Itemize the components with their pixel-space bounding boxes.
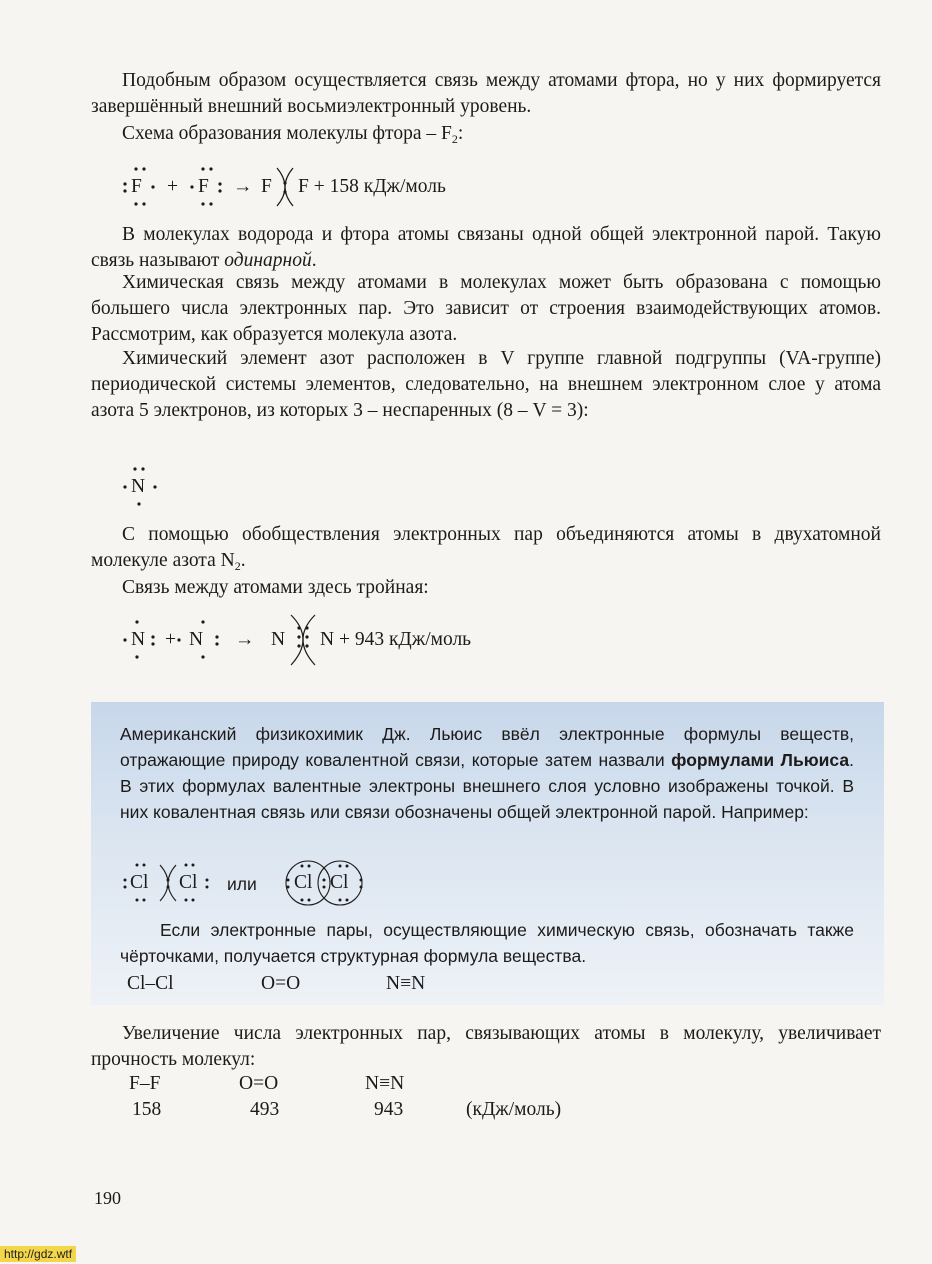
f2-atom-2: F (198, 176, 209, 197)
energy-value-oo: 493 (250, 1099, 280, 1120)
f2-scheme-text: Схема образования молекулы фтора – F (122, 123, 452, 144)
f2-product-tail: F + 158 кДж/моль (298, 176, 446, 197)
paragraph-single-bond (91, 222, 881, 274)
n2-product-tail: N + 943 кДж/моль (320, 629, 472, 650)
paragraph-f2-scheme-title (91, 121, 881, 147)
lewis-description-text: . В этих формулах валентные электроны внешнего слоя условно изображены точкой. В них ковалентная связь или связи обозначены общей электронной парой. Например: (120, 750, 854, 822)
f2-scheme-colon: : (457, 123, 464, 144)
f2-product-atom: F (261, 176, 272, 197)
energy-value-ff: 158 (132, 1099, 162, 1120)
cl2-lewis-formulas (122, 869, 382, 909)
energy-formula-nn: N≡N (365, 1073, 405, 1094)
bond-energy-table (129, 1071, 689, 1127)
cl-atom-1: Cl (130, 872, 149, 893)
energy-formula-oo: O=O (239, 1073, 279, 1094)
lewis-formula-term: формулами Льюиса (671, 750, 850, 770)
n2-plus: + (165, 629, 176, 650)
n-atom-symbol: N (131, 476, 146, 497)
f2-subscript: 2 (451, 132, 458, 146)
paragraph-bond-strength: Увеличение числа электронных пар, связывающих атомы в молекулу, увеличивает прочность молекул: (91, 1023, 881, 1070)
n2-atom-2: N (189, 629, 204, 650)
cl-atom-4: Cl (330, 872, 349, 893)
page-number: 190 (94, 1188, 121, 1208)
paragraph-fluorine-bond: Подобным образом осуществляется связь между атомами фтора, но у них формируется завершённый внешний восьмиэлектронный уровень. (91, 70, 881, 117)
n2-arrow: → (235, 629, 255, 650)
n2-atom-1: N (131, 629, 146, 650)
paragraph-nitrogen-group: Химический элемент азот расположен в V группе главной подгруппы (VA-группе) периодической системы элементов, следовательно, на внешнем электронном слое у атома азота 5 электронов, из которых 3 – неспаренных (8 – V = 3): (91, 348, 881, 421)
energy-value-nn: 943 (374, 1099, 404, 1120)
paragraph-n2-molecule (91, 522, 881, 574)
n2-lewis-equation (119, 625, 539, 669)
source-url-tag[interactable]: http://gdz.wtf (0, 1246, 76, 1262)
paragraph-multiple-pairs: Химическая связь между атомами в молекулах может быть образована с помощью большего числа электронных пар. Это зависит от строения взаимодействующих атомов. Рассмотрим, как образуется молекула азота. (91, 272, 881, 345)
n2-molecule-text: С помощью обобществления электронных пар объединяются атомы в двухатомной молекуле азота N (91, 524, 881, 571)
struct-o2: O=O (261, 973, 301, 994)
n2-subscript: 2 (234, 559, 241, 573)
single-bond-period: . (311, 250, 317, 271)
f2-lewis-equation (119, 172, 539, 212)
single-bond-term: одинарной (224, 250, 312, 271)
lewis-info-paragraph (120, 721, 854, 825)
energy-formula-ff: F–F (129, 1073, 161, 1094)
energy-unit: (кДж/моль) (466, 1099, 562, 1120)
f2-arrow: → (233, 176, 253, 197)
f2-atom-1: F (131, 176, 142, 197)
cl-atom-2: Cl (179, 872, 198, 893)
n2-molecule-period: . (240, 550, 246, 571)
or-word: или (227, 874, 257, 894)
n-lewis-atom (119, 472, 169, 512)
lewis-intro-text: Американский физикохимик Дж. Льюис ввёл электронные формулы веществ, отражающие природу ковалентной связи, которые затем назвали (120, 724, 854, 770)
cl-atom-3: Cl (294, 872, 313, 893)
single-bond-text: В молекулах водорода и фтора атомы связаны одной общей электронной парой. Такую связь называют (91, 224, 881, 271)
n2-product-atom: N (271, 629, 286, 650)
f2-plus: + (167, 176, 178, 197)
struct-cl2: Cl–Cl (127, 973, 174, 994)
paragraph-triple-bond: Связь между атомами здесь тройная: (122, 577, 429, 598)
struct-n2: N≡N (386, 973, 426, 994)
structural-formula-paragraph: Если электронные пары, осуществляющие химическую связь, обозначать также чёрточками, получается структурная формула вещества. (120, 920, 854, 966)
